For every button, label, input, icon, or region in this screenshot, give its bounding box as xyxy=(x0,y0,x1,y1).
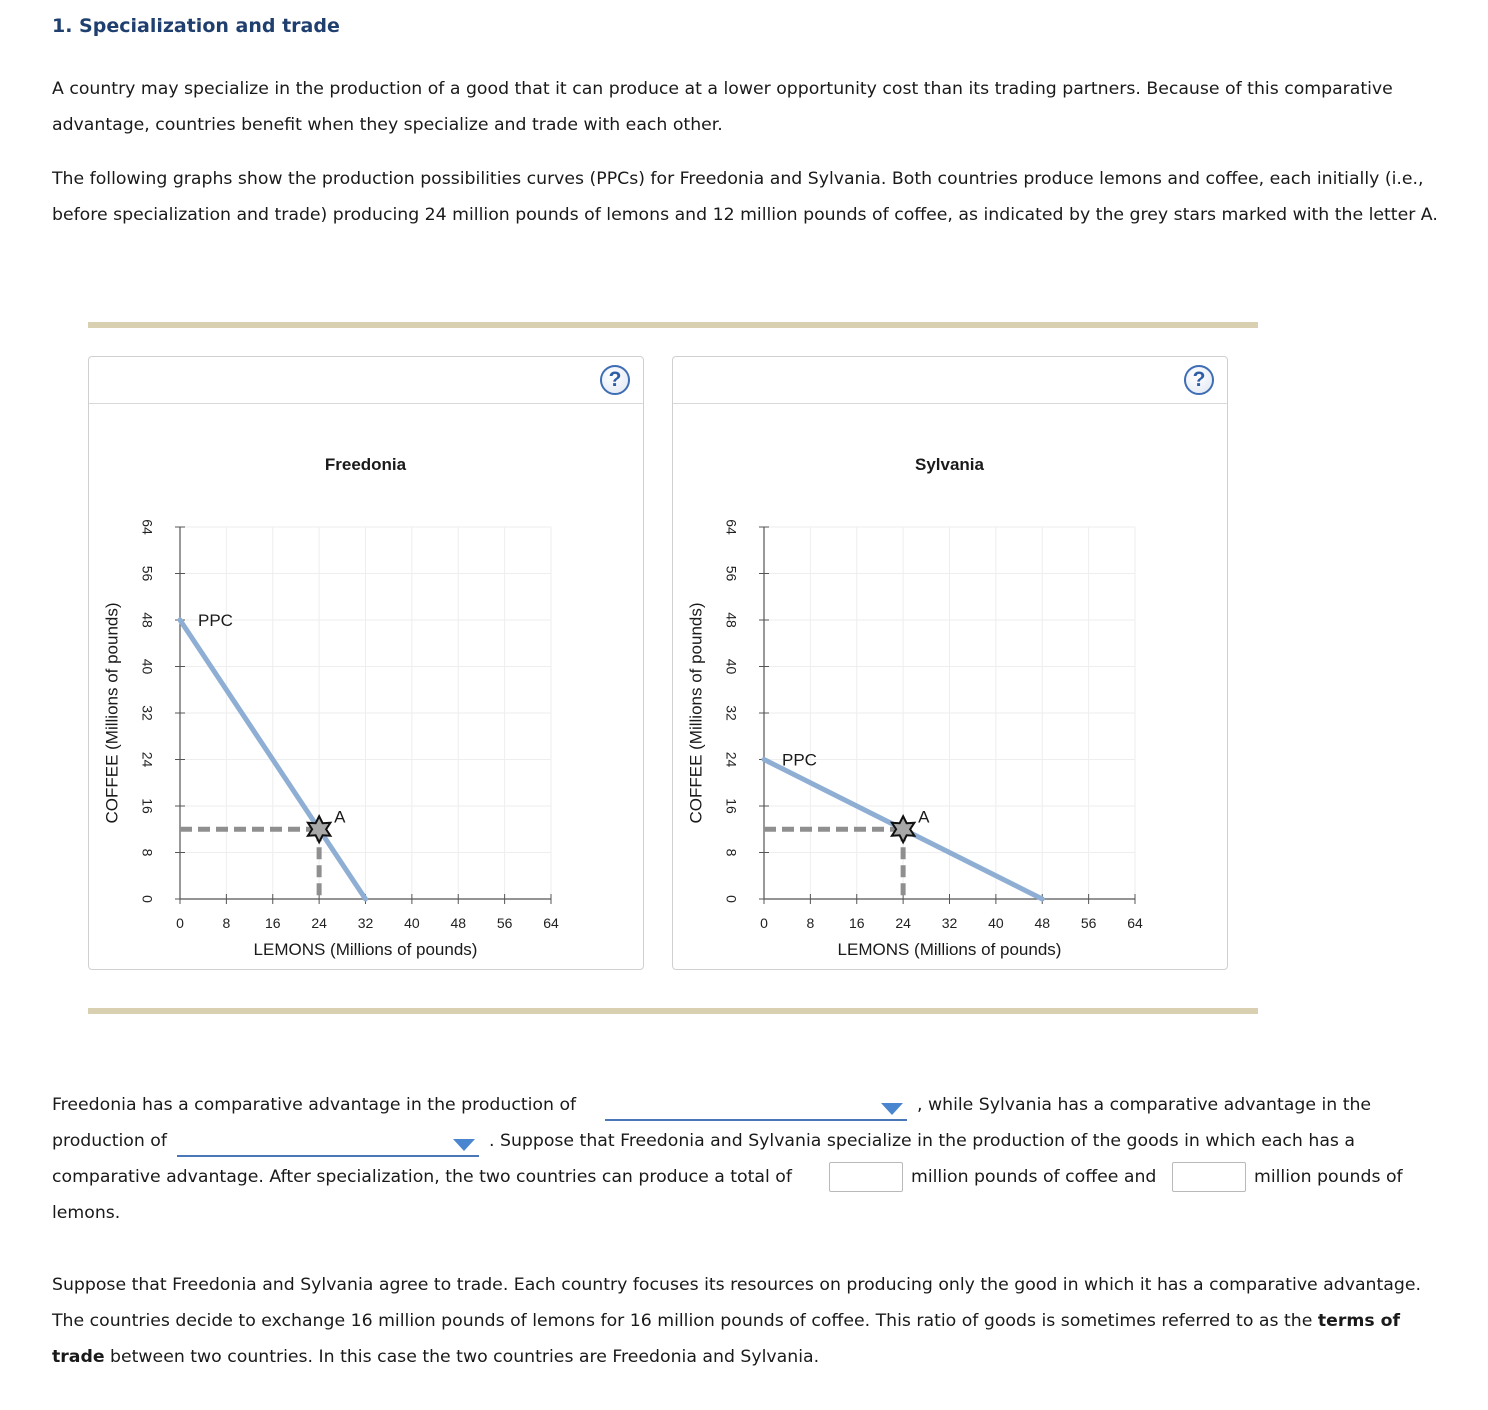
y-tick-label: 32 xyxy=(139,705,156,721)
ppc-label: PPC xyxy=(782,750,817,770)
point-a-label: A xyxy=(918,807,930,827)
y-tick-label: 24 xyxy=(139,751,156,768)
y-tick-label: 0 xyxy=(139,895,156,903)
x-tick-label: 56 xyxy=(1080,915,1097,931)
dropdown-arrow-icon xyxy=(881,1103,903,1115)
y-tick-label: 56 xyxy=(723,565,740,582)
dropdown-arrow-icon xyxy=(453,1139,475,1151)
question-text: comparative advantage. After specialization, the two countries can produce a total of xyxy=(52,1167,792,1187)
x-axis-label: LEMONS (Millions of pounds) xyxy=(837,940,1062,959)
y-tick-label: 16 xyxy=(139,798,156,814)
sylvania-chart xyxy=(673,357,1227,969)
intro-paragraph-1: A country may specialize in the production of a good that it can produce at a lower opportunity cost than its trading partners. Because of this comparative advantage, countries benefit when they specialize and trade with each other. xyxy=(52,79,1393,135)
question-text: , while Sylvania has a comparative advantage in the xyxy=(917,1095,1372,1115)
y-tick-label: 8 xyxy=(139,848,156,857)
y-tick-label: 16 xyxy=(723,798,740,814)
y-tick-label: 0 xyxy=(723,895,740,903)
freedonia-chart xyxy=(89,357,643,969)
x-tick-label: 32 xyxy=(941,915,958,931)
question-text: production of xyxy=(52,1131,167,1151)
y-tick-label: 40 xyxy=(139,658,156,675)
coffee-total-input[interactable] xyxy=(829,1162,903,1192)
top-divider xyxy=(88,322,1258,328)
bottom-divider xyxy=(88,1008,1258,1014)
x-tick-label: 32 xyxy=(357,915,374,931)
point-a-star-icon xyxy=(892,816,915,842)
x-tick-label: 40 xyxy=(404,915,420,931)
y-tick-label: 64 xyxy=(139,519,156,535)
question-text: Freedonia has a comparative advantage in the production of xyxy=(52,1095,577,1115)
y-tick-label: 32 xyxy=(723,705,740,721)
question-text: million pounds of xyxy=(1254,1167,1403,1187)
y-axis-label: COFFEE (Millions of pounds) xyxy=(102,602,122,824)
x-tick-label: 0 xyxy=(176,915,184,931)
intro-paragraph-2: The following graphs show the production possibilities curves (PPCs) for Freedonia and Sylvania. Both countries produce lemons and coffee, each initially (i.e., before specialization and trade) producing 24 million pounds of lemons and 12 million pounds of coffee, as indicated by the grey stars marked with the letter A. xyxy=(52,169,1438,225)
y-tick-label: 56 xyxy=(139,565,156,582)
x-tick-label: 16 xyxy=(848,915,865,931)
y-tick-label: 48 xyxy=(723,612,740,628)
x-tick-label: 56 xyxy=(496,915,513,931)
section-title: 1. Specialization and trade xyxy=(52,15,340,37)
x-tick-label: 48 xyxy=(450,915,467,931)
x-tick-label: 64 xyxy=(543,915,559,931)
y-tick-label: 40 xyxy=(723,658,740,675)
x-tick-label: 8 xyxy=(222,915,231,931)
lemons-total-input[interactable] xyxy=(1172,1162,1246,1192)
y-tick-label: 64 xyxy=(723,519,740,535)
comparative-advantage-dropdown-sylvania[interactable] xyxy=(177,1129,479,1157)
chart-title: Freedonia xyxy=(324,455,407,474)
x-axis-label: LEMONS (Millions of pounds) xyxy=(253,940,478,959)
question-text: million pounds of coffee and xyxy=(911,1167,1157,1187)
x-tick-label: 16 xyxy=(264,915,281,931)
sylvania-graph-panel xyxy=(672,356,1228,970)
help-icon[interactable]: ? xyxy=(1184,365,1214,395)
y-tick-label: 48 xyxy=(139,612,156,628)
y-axis-label: COFFEE (Millions of pounds) xyxy=(686,602,706,824)
x-tick-label: 0 xyxy=(760,915,768,931)
freedonia-graph-panel xyxy=(88,356,644,970)
terms-of-trade-paragraph xyxy=(52,1267,1442,1375)
question-text: lemons. xyxy=(52,1203,121,1223)
x-tick-label: 64 xyxy=(1127,915,1143,931)
x-tick-label: 40 xyxy=(988,915,1004,931)
terms-text: between two countries. In this case the two countries are Freedonia and Sylvania. xyxy=(110,1347,820,1367)
x-tick-label: 24 xyxy=(311,915,327,931)
terms-of-trade-term: terms of trade xyxy=(52,1311,1401,1367)
comparative-advantage-dropdown-freedonia[interactable] xyxy=(605,1093,907,1121)
y-tick-label: 8 xyxy=(723,848,740,857)
x-tick-label: 24 xyxy=(895,915,911,931)
x-tick-label: 48 xyxy=(1034,915,1051,931)
chart-title: Sylvania xyxy=(915,455,984,474)
question-block xyxy=(52,1087,1442,1237)
question-text: . Suppose that Freedonia and Sylvania specialize in the production of the goods in which each has a xyxy=(489,1131,1355,1151)
y-tick-label: 24 xyxy=(723,751,740,768)
point-a-label: A xyxy=(334,807,346,827)
terms-text: Suppose that Freedonia and Sylvania agree to trade. Each country focuses its resources on producing only the good in which it has a comparative advantage. The countries decide to exchange 16 million pounds of lemons for 16 million pounds of coffee. This ratio of goods is sometimes referred to as the xyxy=(52,1275,1421,1331)
help-icon[interactable]: ? xyxy=(600,365,630,395)
ppc-label: PPC xyxy=(198,611,233,630)
x-tick-label: 8 xyxy=(806,915,815,931)
